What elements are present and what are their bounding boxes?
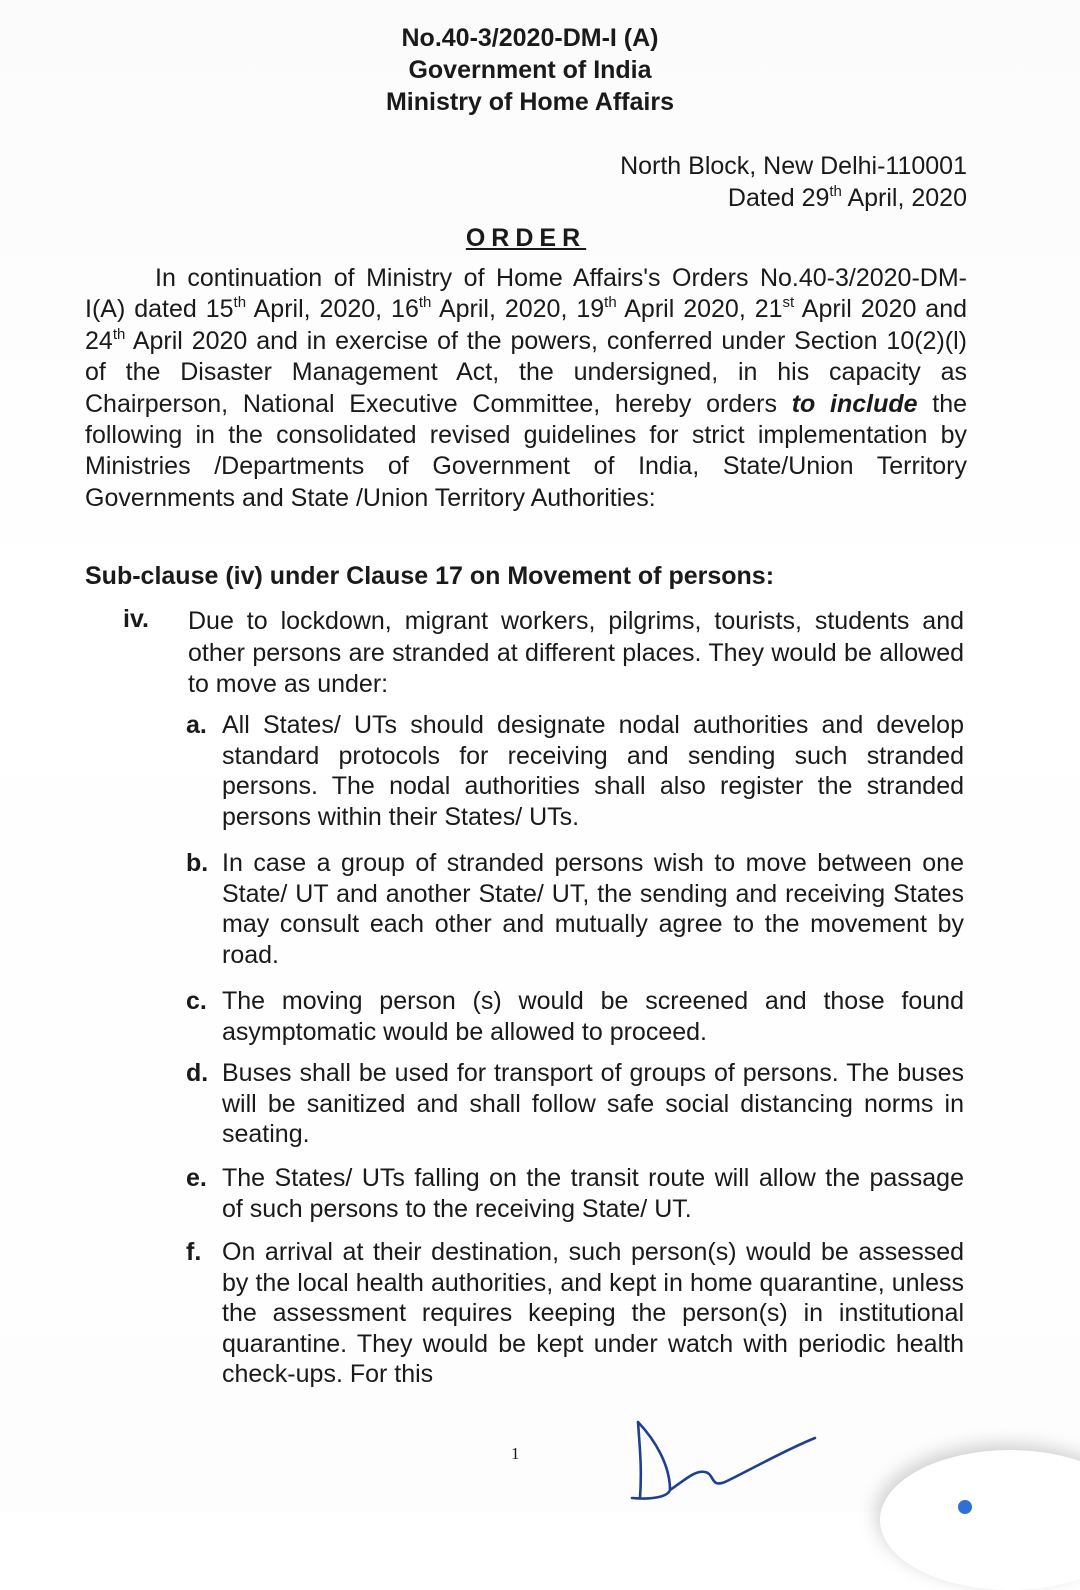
list-item-letter: c. [186, 987, 207, 1015]
page-corner-overlay [880, 1450, 1080, 1590]
address-date [620, 182, 967, 214]
clause-numeral: iv. [123, 605, 149, 633]
list-item-letter: a. [186, 711, 207, 739]
list-item-text: In case a group of stranded persons wish to move between one State/ UT and another State/ UT, the sending and receiving States may consult each other and mutually agree to the movement by road. [222, 849, 964, 969]
intro-sup: th [233, 294, 247, 312]
intro-sup: th [112, 325, 126, 343]
ministry-name: Ministry of Home Affairs [385, 88, 674, 116]
list-item-text: On arrival at their destination, such person(s) would be assessed by the local health authorities, and kept in home quarantine, unless the assessment requires keeping the person(s) in institutional quarantine. They would be kept under watch with periodic health check-ups. For this [222, 1238, 964, 1389]
signature-mark [610, 1410, 840, 1510]
date-suffix: April, 2020 [841, 184, 967, 212]
intro-paragraph [85, 263, 967, 514]
intro-part: April, 2020, 19 [431, 295, 605, 324]
letterhead [0, 22, 1060, 118]
list-item-letter: f. [186, 1238, 202, 1266]
intro-part: April 2020, 21 [616, 295, 783, 324]
intro-sup: th [418, 294, 432, 312]
address-block [620, 150, 967, 214]
intro-part: April 2020 and in exercise of the powers, conferred under Section 10(2)(l) of the Disaster Management Act, the undersigned, in his capacity as Chairperson, National Executive Committee, hereby orders [85, 326, 967, 418]
intro-part: April, 2020, 16 [246, 295, 419, 324]
list-item-letter: d. [186, 1059, 209, 1087]
intro-sup: th [604, 294, 617, 312]
clause-text: Due to lockdown, migrant workers, pilgrims, tourists, students and other persons are stranded at different places. They would be allowed to move as under: [188, 607, 964, 698]
list-item-text: All States/ UTs should designate nodal authorities and develop standard protocols for receiving and sending such stranded persons. The nodal authorities shall also register the stranded persons within their States/ UTs. [222, 711, 964, 831]
intro-emphasis: to include [791, 389, 918, 418]
page-number: 1 [511, 1444, 520, 1463]
subclause-heading: Sub-clause (iv) under Clause 17 on Movement of persons: [85, 562, 775, 590]
list-item-letter: e. [186, 1164, 207, 1192]
list-item-letter: b. [186, 849, 209, 877]
list-item-text: Buses shall be used for transport of groups of persons. The buses will be sanitized and shall follow safe social distancing norms in seating. [222, 1059, 964, 1149]
order-title: ORDER [465, 224, 587, 252]
intro-part: April 2020 and 24 [85, 295, 968, 355]
intro-part: the following in the consolidated revised guidelines for strict implementation by Ministries /Departments of Government of India, State/Union Territory Governments and State /Union Territory Authorities: [85, 389, 968, 512]
list-item-text: The moving person (s) would be screened and those found asymptomatic would be allowed to proceed. [222, 987, 964, 1046]
address-place: North Block, New Delhi-110001 [620, 152, 967, 180]
intro-sup: st [782, 294, 795, 312]
government-name: Government of India [408, 56, 652, 84]
date-prefix: Dated 29 [727, 184, 830, 212]
reference-number: No.40-3/2020-DM-I (A) [401, 24, 659, 52]
date-superscript: th [829, 183, 842, 200]
intro-part: In continuation of Ministry of Home Affairs's Orders No.40-3/2020-DM-I(A) dated 15 [85, 264, 967, 324]
list-item-text: The States/ UTs falling on the transit route will allow the passage of such persons to the receiving State/ UT. [222, 1164, 964, 1223]
